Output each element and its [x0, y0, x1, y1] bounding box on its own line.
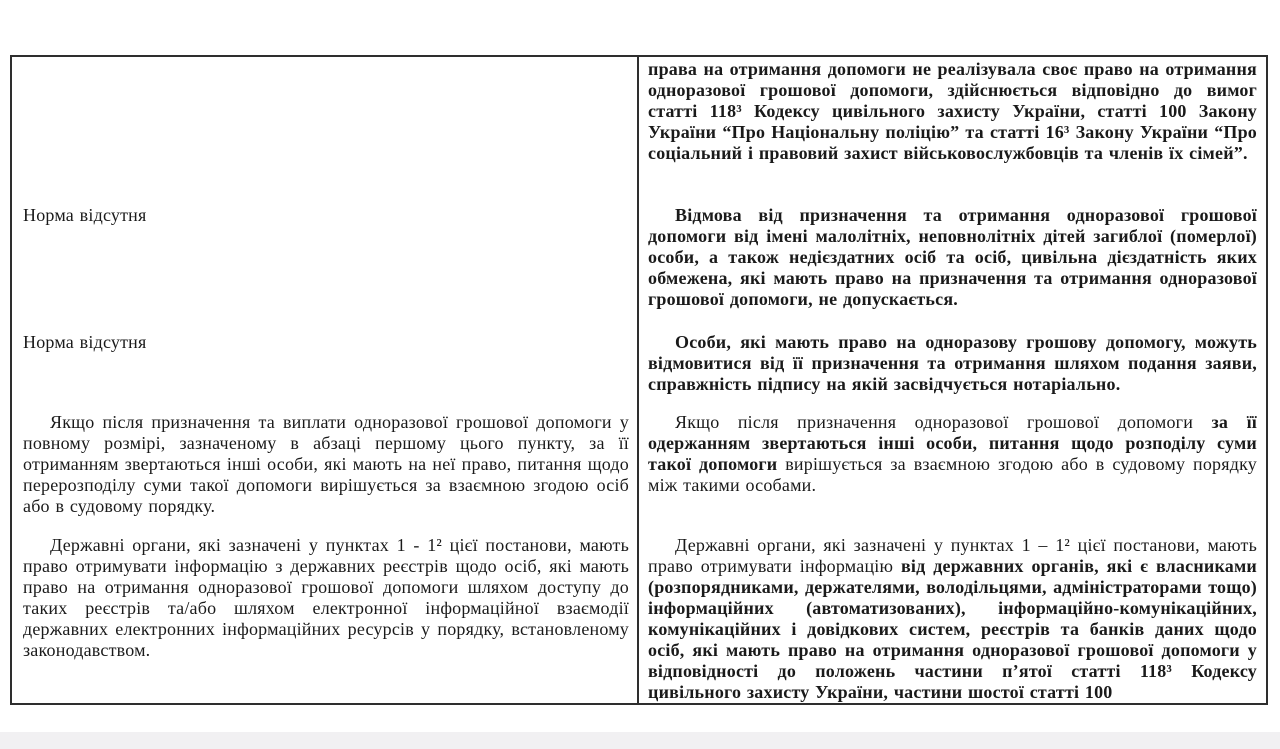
- old-norm-paragraph-5: [23, 535, 629, 661]
- new-norm-cell-4: [637, 410, 1266, 533]
- new-norm-paragraph-2: [648, 205, 1257, 310]
- old-norm-cell-2: [12, 203, 637, 330]
- new-norm-cell-2: [637, 203, 1266, 330]
- text-run: Особи, які мають право на одноразову грошову допомогу, можуть відмовитися від її призначення та отримання шляхом подання заяви, справжність підпису на якій засвідчується нотаріально.: [648, 332, 1257, 394]
- text-run: Якщо після призначення одноразової грошової допомоги: [675, 412, 1212, 432]
- new-norm-paragraph-4: [648, 412, 1257, 496]
- text-run: за її одержанням звертаються інші особи, питання щодо розподілу суми такої допомоги: [648, 412, 1257, 474]
- text-run: Державні органи, які зазначені у пунктах 1 – 1² цієї постанови, мають право отримувати інформацію: [648, 535, 1257, 576]
- new-norm-cell-5: [637, 533, 1266, 703]
- new-norm-paragraph-3: [648, 332, 1257, 395]
- old-norm-paragraph-4: [23, 412, 629, 517]
- old-norm-cell-4: [12, 410, 637, 533]
- new-norm-cell-1: [637, 57, 1266, 203]
- old-norm-cell-3: [12, 330, 637, 410]
- new-norm-paragraph-5: [648, 535, 1257, 703]
- text-run: Норма відсутня: [23, 332, 147, 352]
- norm-absent-label-1: [23, 205, 629, 226]
- old-norm-cell-1: [12, 57, 637, 203]
- old-norm-cell-5: [12, 533, 637, 703]
- norm-absent-label-2: [23, 332, 629, 353]
- text-run: Норма відсутня: [23, 205, 147, 225]
- text-run: Якщо після призначення та виплати одноразової грошової допомоги у повному розмірі, зазначеному в абзаці першому цього пункту, за її отриманням звертаються інші особи, які мають на неї право, питання щодо перерозподілу суми такої допомоги вирішується за взаємною згодою осіб або в судовому порядку.: [23, 412, 629, 516]
- new-norm-cell-3: [637, 330, 1266, 410]
- text-run: Державні органи, які зазначені у пунктах 1 - 1² цієї постанови, мають право отримувати інформацію з державних реєстрів щодо осіб, які мають право на отримання одноразової грошової допомоги шляхом доступу до таких реєстрів та/або шляхом електронної інформаційної взаємодії державних електронних інформаційних ресурсів у порядку, встановленому законодавством.: [23, 535, 629, 660]
- text-run: вирішується за взаємною згодою або в судовому порядку між такими особами.: [648, 454, 1257, 495]
- text-run: права на отримання допомоги не реалізувала своє право на отримання одноразової грошової допомоги, здійснюється відповідно до вимог статті 118³ Кодексу цивільного захисту України, статті 100 Закону України “Про Національну поліцію” та статті 16³ Закону України “Про соціальний і правовий захист військовослужбовців та членів їх сімей”.: [648, 59, 1257, 163]
- scan-edge-shadow: [0, 732, 1280, 749]
- text-run: від державних органів, які є власниками (розпорядниками, держателями, володільцями, адміністраторами тощо) інформаційних (автоматизованих), інформаційно-комунікаційних, комунікаційних і довідкових систем, реєстрів та банків даних щодо осіб, які мають право на отримання одноразової грошової допомоги у відповідності до положень частини п’ятої статті 118³ Кодексу цивільного захисту України, частини шостої статті 100: [648, 556, 1257, 702]
- new-norm-paragraph-1: [648, 59, 1257, 164]
- norm-comparison-table: [10, 55, 1268, 705]
- text-run: Відмова від призначення та отримання одноразової грошової допомоги від імені малолітніх, неповнолітніх дітей загиблої (померлої) особи, а також недієздатних осіб та осіб, цивільна дієздатність яких обмежена, які мають право на призначення та отримання одноразової грошової допомоги, не допускається.: [648, 205, 1257, 309]
